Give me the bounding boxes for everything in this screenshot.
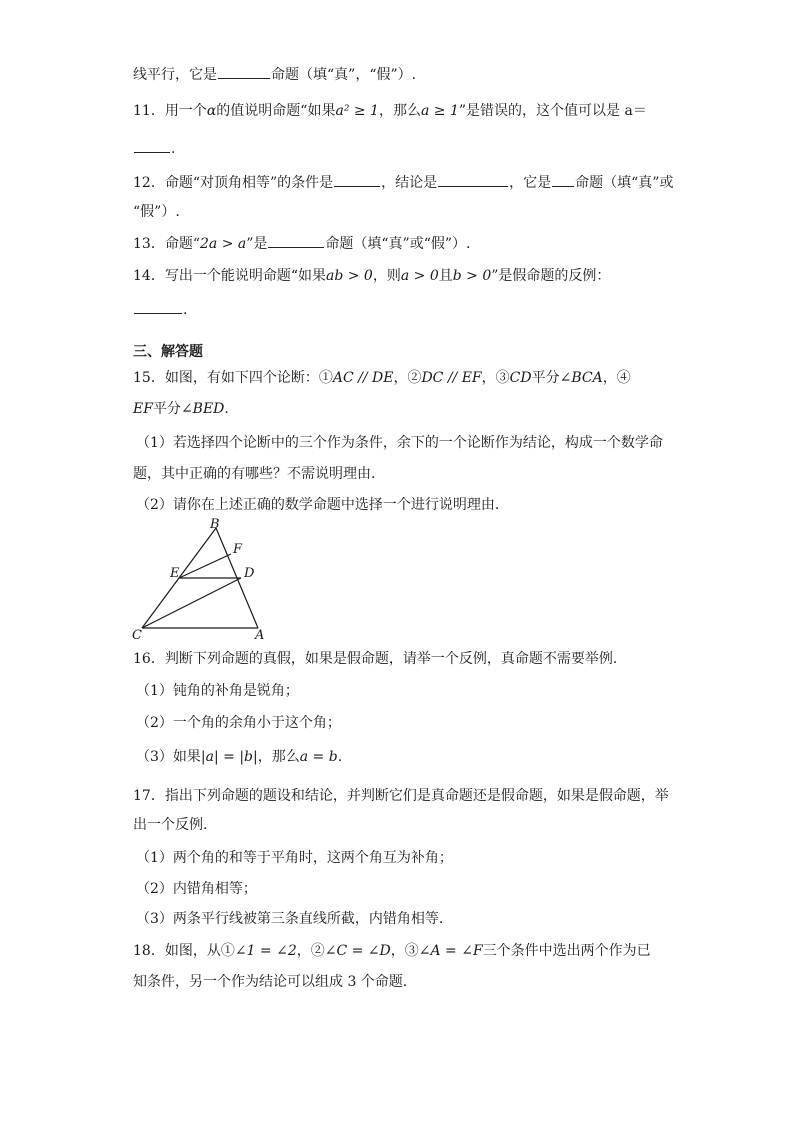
answer-blank: [134, 138, 170, 153]
question-12-cont: “假”）.: [133, 204, 180, 220]
question-11-answer: .: [133, 138, 175, 159]
question-17-part2: （2）内错角相等；: [136, 881, 257, 897]
question-15-part2: （2）请你在上述正确的数学命题中选择一个进行说明理由.: [136, 497, 500, 513]
label-E: E: [170, 566, 180, 581]
question-17: 17．指出下列命题的题设和结论，并判断它们是真命题还是假命题，如果是假命题，举: [133, 788, 669, 804]
segment-EF: [179, 554, 231, 578]
question-14-answer: .: [133, 299, 187, 320]
label-A: A: [255, 628, 265, 642]
question-17-cont: 出一个反例.: [133, 817, 208, 833]
label-C: C: [132, 628, 142, 642]
section-heading: 三、解答题: [133, 344, 203, 360]
answer-blank: [268, 233, 324, 248]
answer-blank: [218, 64, 270, 79]
question-18-cont: 知条件，另一个作为结论可以组成 3 个命题.: [133, 974, 408, 990]
line-10-continuation: 线平行，它是 命题（填“真”，“假”）.: [133, 64, 416, 85]
question-15-part1: （1）若选择四个论断中的三个作为条件，余下的一个论断作为结论，构成一个数学命: [136, 435, 663, 451]
question-15: 15．如图，有如下四个论断：①AC // DE，②DC // EF，③CD平分∠BCA，④: [133, 370, 631, 386]
question-15-cont: EF平分∠BED.: [133, 401, 229, 417]
label-F: F: [233, 542, 243, 557]
answer-blank: [334, 172, 380, 187]
label-B: B: [210, 517, 220, 532]
question-16-part3: （3）如果|a| = |b|，那么a = b.: [136, 749, 343, 765]
label-D: D: [244, 566, 255, 581]
answer-blank: [552, 172, 574, 187]
question-16: 16．判断下列命题的真假，如果是假命题，请举一个反例，真命题不需要举例.: [133, 651, 618, 667]
answer-blank: [438, 172, 508, 187]
triangle-figure: [128, 516, 268, 642]
question-13: 13．命题“2a > a”是 命题（填“真”或“假”）.: [133, 233, 470, 254]
question-14: 14．写出一个能说明命题“如果ab > 0，则a > 0且b > 0”是假命题的反例：: [133, 268, 611, 284]
question-16-part1: （1）钝角的补角是锐角；: [136, 683, 299, 699]
question-11: 11．用一个α的值说明命题“如果a² ≥ 1，那么a ≥ 1”是错误的，这个值可以是 a＝: [133, 103, 647, 119]
question-18: 18．如图，从①∠1 = ∠2，②∠C = ∠D，③∠A = ∠F三个条件中选出两个作为已: [133, 943, 651, 959]
question-17-part1: （1）两个角的和等于平角时，这两个角互为补角；: [136, 850, 453, 866]
question-17-part3: （3）两条平行线被第三条直线所截，内错角相等.: [136, 911, 444, 927]
question-12: 12．命题“对顶角相等”的条件是 ，结论是 ，它是 命题（填“真”或: [133, 172, 673, 193]
answer-blank: [134, 299, 182, 314]
segment-CD: [142, 578, 241, 628]
question-16-part2: （2）一个角的余角小于这个角；: [136, 715, 341, 731]
question-15-part1-cont: 题，其中正确的有哪些？不需说明理由.: [133, 466, 376, 482]
